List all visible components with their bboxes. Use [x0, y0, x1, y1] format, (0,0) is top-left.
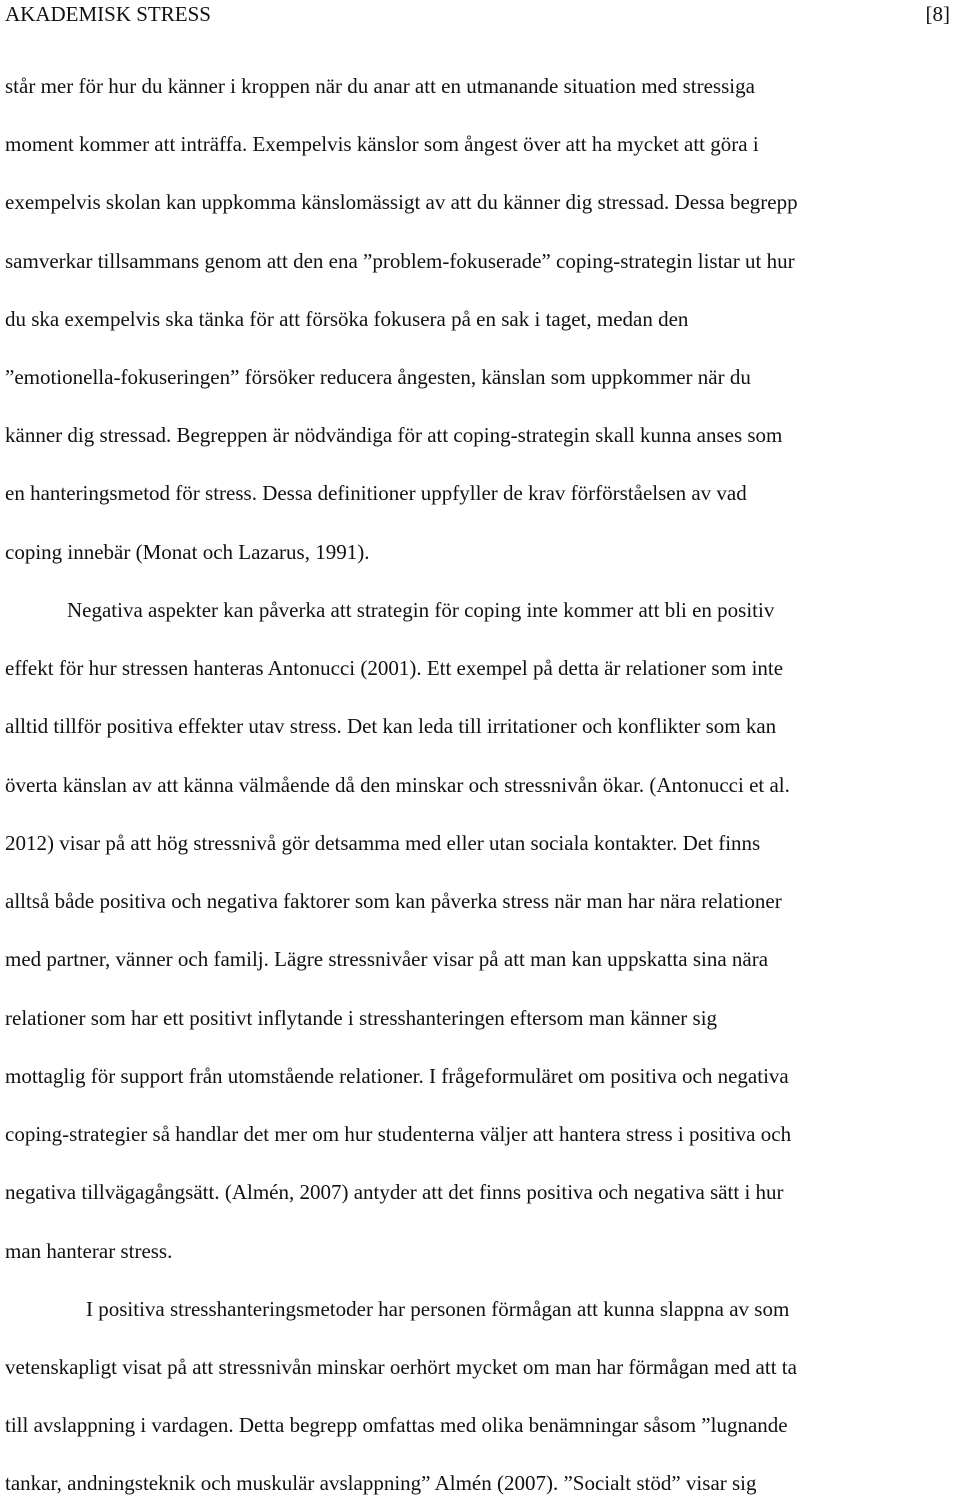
text-line: effekt för hur stressen hanteras Antonucci (2001). Ett exempel på detta är relationer som inte [5, 656, 784, 680]
text-line: tankar, andningsteknik och muskulär avslappning” Almén (2007). ”Socialt stöd” visar sig [5, 1471, 757, 1495]
text-line: man hanterar stress. [5, 1239, 173, 1263]
text-line: du ska exempelvis ska tänka för att försöka fokusera på en sak i taget, medan den [5, 307, 689, 331]
text-line: med partner, vänner och familj. Lägre stressnivåer visar på att man kan uppskatta sina nära [5, 947, 769, 971]
text-line: alltid tillför positiva effekter utav stress. Det kan leda till irritationer och konflikter som kan [5, 714, 777, 738]
text-line: mottaglig för support från utomstående relationer. I frågeformuläret om positiva och negativa [5, 1064, 789, 1088]
page-number: [8] [925, 2, 950, 26]
text-line: exempelvis skolan kan uppkomma känslomässigt av att du känner dig stressad. Dessa begrepp [5, 190, 798, 214]
text-line: överta känslan av att känna välmående då den minskar och stressnivån ökar. (Antonucci et al. [5, 773, 790, 797]
text-line: samverkar tillsammans genom att den ena ”problem-fokuserade” coping-strategin listar ut hur [5, 249, 795, 273]
text-line: 2012) visar på att hög stressnivå gör detsamma med eller utan sociala kontakter. Det finns [5, 831, 761, 855]
running-head-title: AKADEMISK STRESS [5, 2, 211, 26]
text-line: negativa tillvägagångsätt. (Almén, 2007) antyder att det finns positiva och negativa sätt i hur [5, 1180, 784, 1204]
paragraph-first-line: Negativa aspekter kan påverka att strategin för coping inte kommer att bli en positiv [67, 598, 775, 622]
text-line: relationer som har ett positivt inflytande i stresshanteringen eftersom man känner sig [5, 1006, 718, 1030]
text-line: vetenskapligt visat på att stressnivån minskar oerhört mycket om man har förmågan med att ta [5, 1355, 797, 1379]
text-line: coping-strategier så handlar det mer om hur studenterna väljer att hantera stress i positiva och [5, 1122, 792, 1146]
text-line: till avslappning i vardagen. Detta begrepp omfattas med olika benämningar såsom ”lugnande [5, 1413, 788, 1437]
text-line: en hanteringsmetod för stress. Dessa definitioner uppfyller de krav förförståelsen av vad [5, 481, 747, 505]
paragraph-first-line: I positiva stresshanteringsmetoder har personen förmågan att kunna slappna av som [86, 1297, 790, 1321]
text-line: ”emotionella-fokuseringen” försöker reducera ångesten, känslan som uppkommer när du [5, 365, 751, 389]
text-line: moment kommer att inträffa. Exempelvis känslor som ångest över att ha mycket att göra i [5, 132, 759, 156]
page-header [5, 0, 950, 28]
text-line: känner dig stressad. Begreppen är nödvändiga för att coping-strategin skall kunna anses som [5, 423, 783, 447]
text-line: alltså både positiva och negativa faktorer som kan påverka stress när man har nära relationer [5, 889, 782, 913]
text-line: står mer för hur du känner i kroppen när du anar att en utmanande situation med stressiga [5, 74, 755, 98]
text-line: coping innebär (Monat och Lazarus, 1991). [5, 540, 370, 564]
